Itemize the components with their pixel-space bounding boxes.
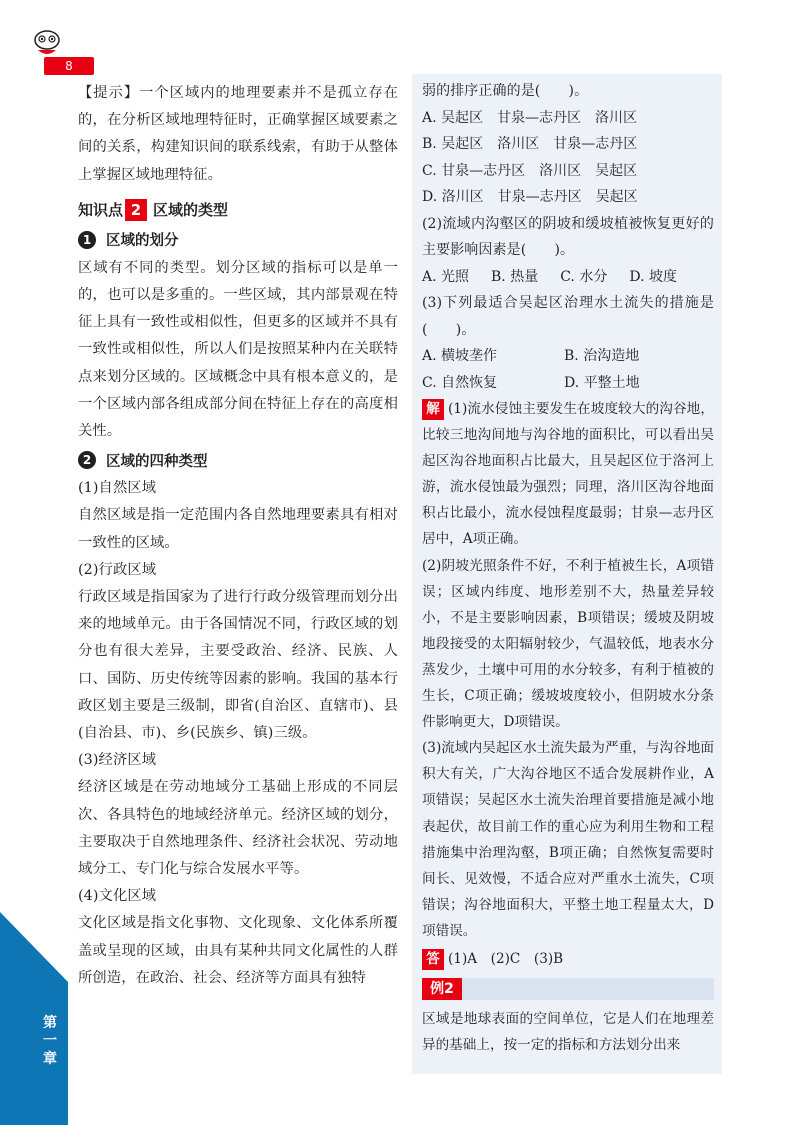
kp-prefix: 知识点: [78, 201, 124, 220]
example-label: 例2: [422, 978, 462, 1000]
question-1-tail: 弱的排序正确的是( )。: [422, 83, 589, 99]
q3-options-row2: [422, 370, 714, 397]
tip-label: 【提示】: [78, 85, 140, 101]
side-band-triangle: [0, 912, 68, 982]
q3-option-c: C. 自然恢复: [422, 374, 498, 391]
left-column: [78, 80, 398, 992]
q2-option-a: A. 光照: [422, 268, 470, 285]
q2-option-c: C. 水分: [560, 268, 608, 285]
circled-number-1: 1: [78, 231, 96, 249]
q2-option-b: B. 热量: [491, 268, 539, 285]
type-text-admin: 行政区域是指国家为了进行行政分级管理而划分出来的地域单元。由于各国情况不同，行政区域的划分也有很大差异，主要受政治、经济、民族、人口、国防、历史传统等因素的影响。我国的基本行政区划主要是三级制，即省(自治区、直辖市)、县(自治县、市)、乡(民族乡、镇)三级。: [78, 589, 398, 742]
q1-option: [422, 105, 714, 132]
q3-options-row1: [422, 343, 714, 370]
q1-option: [422, 158, 714, 185]
side-band: [0, 0, 68, 1125]
q2-option-d: D. 坡度: [629, 268, 677, 285]
subsection-heading-2: [78, 445, 398, 475]
q3-option-b: B. 治沟造地: [564, 348, 640, 364]
type-heading-cultural: (4)文化区域: [78, 888, 157, 905]
solution-text-1: (1)流水侵蚀主要发生在坡度较大的沟谷地，比较三地沟间地与沟谷地的面积比，可以看出吴起区沟谷地面积占比最大，且吴起区位于洛河上游，流水侵蚀最为强烈；同理，洛川区沟谷地面积占比最小，流水侵蚀程度最弱；甘泉—志丹区居中，A项正确。: [422, 401, 714, 548]
right-panel: [412, 74, 722, 1074]
question-3: (3)下列最适合吴起区治理水土流失的措施是( )。: [422, 295, 714, 338]
subsection-heading-1: [78, 225, 398, 255]
answer-label: 答: [422, 949, 444, 970]
page-number: 8: [44, 57, 94, 75]
mascot-icon: [30, 28, 64, 58]
type-heading-admin: (2)行政区域: [78, 561, 157, 578]
answer-line: [422, 946, 714, 972]
knowledge-point-heading: [78, 195, 398, 225]
example-text: 区域是地球表面的空间单位，它是人们在地理差异的基础上，按一定的指标和方法划分出来: [422, 1011, 714, 1054]
q2-options: [422, 264, 714, 291]
solution-label: 解: [422, 399, 444, 420]
type-text-cultural: 文化区域是指文化事物、文化现象、文化体系所覆盖或呈现的区域，由具有某种共同文化属性的人群所创造，在政治、社会、经济等方面具有独特: [78, 915, 398, 986]
example-header-bar: [422, 978, 714, 1000]
tip-text: 一个区域内的地理要素并不是孤立存在的，在分析区域地理特征时，正确掌握区域要素之间的关系，构建知识间的联系线索，有助于从整体上掌握区域地理特征。: [78, 85, 398, 183]
chapter-tab: 第一章: [43, 1015, 57, 1067]
q1-option-c: C. 甘泉—志丹区 洛川区 吴起区: [422, 162, 638, 179]
q1-option-b: B. 吴起区 洛川区 甘泉—志丹区: [422, 136, 638, 152]
q3-option-a: A. 横坡垄作: [422, 348, 498, 364]
solution-part-1: [422, 396, 714, 553]
q1-option-d: D. 洛川区 甘泉—志丹区 吴起区: [422, 189, 638, 205]
type-text-economic: 经济区域是在劳动地域分工基础上形成的不同层次、各具特色的地域经济单元。经济区域的划分，主要取决于自然地理条件、经济社会状况、劳动地域分工、专门化与综合发展水平等。: [78, 779, 398, 878]
type-heading-economic: (3)经济区域: [78, 752, 157, 769]
solution-part-3: (3)流域内吴起区水土流失最为严重，与沟谷地面积大有关，广大沟谷地区不适合发展耕作业，A项错误；吴起区水土流失治理首要措施是减小地表起伏，故目前工作的重心应为利用生物和工程措施集中治理沟壑，B项正确；自然恢复需要时间长、见效慢，不适合应对严重水土流失，C项错误；沟谷地面积大，平整土地工程量太大，D项错误。: [422, 740, 714, 939]
tip-paragraph: [78, 80, 398, 189]
kp-number: 2: [125, 199, 147, 221]
kp-title: 区域的类型: [153, 201, 229, 220]
circled-number-2: 2: [78, 451, 96, 469]
question-2: (2)流域内沟壑区的阴坡和缓坡植被恢复更好的主要影响因素是( )。: [422, 215, 714, 258]
q1-option-a: A. 吴起区 甘泉—志丹区 洛川区: [422, 109, 638, 126]
right-content: [422, 78, 714, 1058]
answer-text: (1)A (2)C (3)B: [448, 950, 564, 967]
type-heading-natural: (1)自然区域: [78, 480, 157, 497]
q3-option-d: D. 平整土地: [564, 374, 640, 391]
q1-option: [422, 131, 714, 158]
subsection-title-2: 区域的四种类型: [106, 453, 208, 470]
q1-option: [422, 184, 714, 211]
subsection-title-1: 区域的划分: [106, 233, 179, 250]
solution-part-2: (2)阴坡光照条件不好，不利于植被生长，A项错误；区域内纬度、地形差别不大，热量差异较小，不是主要影响因素，B项错误；缓坡及阴坡地段接受的太阳辐射较少，气温较低，地表水分蒸发少，土壤中可用的水分较多，有利于植被的生长，C项正确；缓坡坡度较小，但阴坡水分条件影响更大，D项错误。: [422, 557, 714, 731]
type-text-natural: 自然区域是指一定范围内各自然地理要素具有相对一致性的区域。: [78, 507, 398, 551]
division-paragraph: 区域有不同的类型。划分区域的指标可以是单一的，也可以是多重的。一些区域，其内部景观在特征上具有一致性或相似性，但更多的区域并不具有一致性或相似性，所以人们是按照某种内在关联特点来划分区域的。区域概念中具有根本意义的，是一个区域内部各组成部分间在特征上存在的高度相关性。: [78, 259, 398, 440]
